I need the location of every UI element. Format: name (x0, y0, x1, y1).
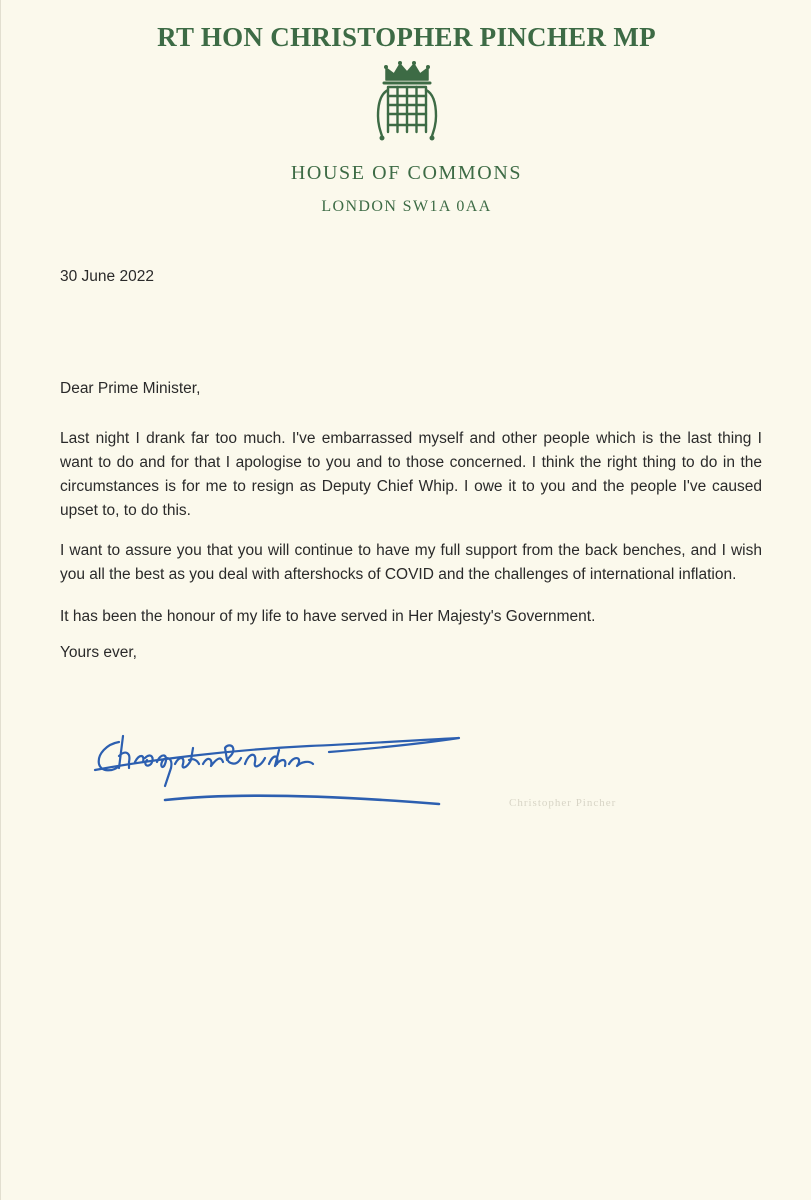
signoff: Yours ever, (60, 644, 137, 661)
paragraph: I want to assure you that you will continue to have my full support from the back benches, and I wish you all the best as you deal with aftershocks of COVID and the challenges of international inflation. (60, 542, 762, 583)
paragraph: Last night I drank far too much. I've embarrassed myself and other people which is the last thing I want to do and for that I apologise to you and to those concerned. I think the right thing to do in the circumstances is for me to resign as Deputy Chief Whip. I owe it to you and the people I've caused upset to, to do this. (60, 430, 762, 519)
signature (89, 722, 469, 812)
salutation: Dear Prime Minister, (60, 380, 201, 397)
letterhead-name: RT HON CHRISTOPHER PINCHER MP (157, 22, 656, 52)
portcullis-icon (372, 60, 442, 142)
letterhead-address: LONDON SW1A 0AA (321, 198, 492, 215)
letter-date: 30 June 2022 (60, 268, 154, 285)
letterhead-house: HOUSE OF COMMONS (290, 162, 523, 184)
paragraph: It has been the honour of my life to have served in Her Majesty's Government. (60, 608, 596, 625)
faint-watermark: Christopher Pincher (509, 797, 617, 809)
